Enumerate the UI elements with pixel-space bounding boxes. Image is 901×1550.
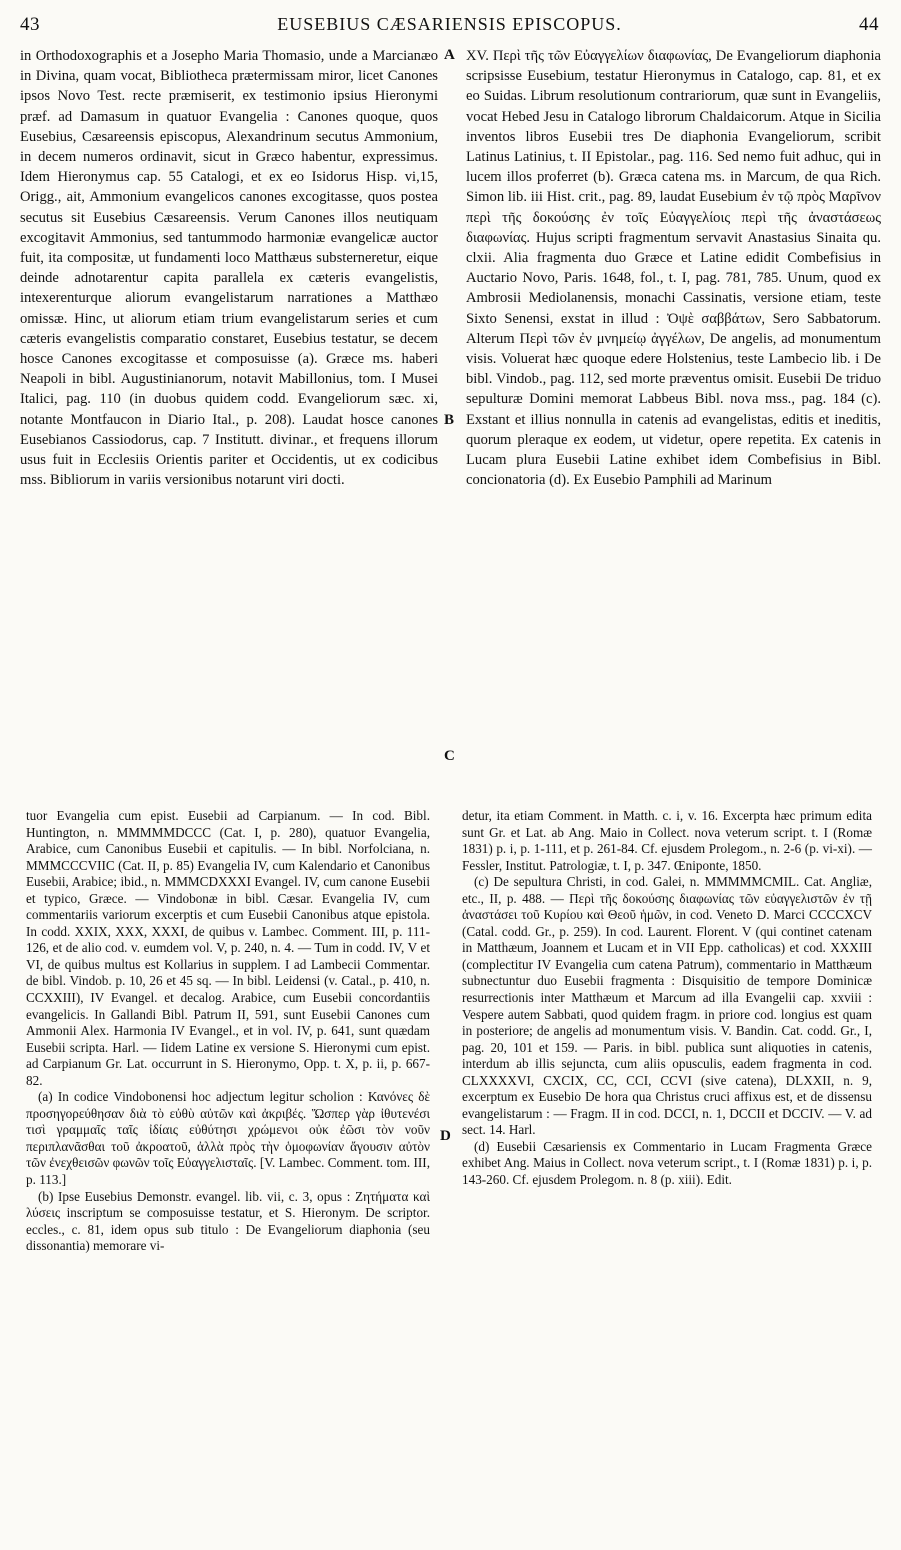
- upper-right-column: [466, 46, 881, 490]
- footnote-a: (a) In codice Vindobonensi hoc adjectum legitur scholion : Κανόνες δὲ προσηγορεύθησαν διὰ τὸ εὐθὺ αὐτῶν καὶ ἀκριβές. Ὥσπερ γὰρ ἰθυτενέσι τισὶ γραμμαῖς ταῖς ἰδίαις εὐθύτησι χρώμενοι οὐκ ἐῶσι τὸν νοῦν περιπλανᾶσθαι τοῦ ἀκροατοῦ, ἀλλὰ πρὸς τὴν ὁμοφωνίαν ἄγουσιν αὐτὸν τῶν ἐνεχθεισῶν φωνῶν τοῖς Εὐαγγελισταῖς. [V. Lambec. Comment. tom. III, p. 113.]: [26, 1089, 430, 1188]
- footnote-continuation: tuor Evangelia cum epist. Eusebii ad Carpianum. — In cod. Bibl. Huntington, n. MMMMMDCCC (Cat. I, p. 280), quatuor Evangelia, Arabice, cum Canonibus Eusebii et capitulis. — In bibl. Norfolciana, n. MMMCCCVIIC (Cat. II, p. 85) Evangelia IV, cum Kalendario et Canonibus Eusebii, Arabice; ibid., n. MMMCDXXXI Evangel. IV, cum canone Eusebii et typico, Græce. — Vindobonæ in bibl. Cæsar. Evangelia IV, cum commentariis variorum excerptis et cum Eusebii Canonibus atque epistola. In codd. XXIX, XXX, XXXI, de quibus v. Lambec. Comment. III, p. 111-126, et de alio cod. v. eumdem vol. V, p. 240, n. 4. — Tum in codd. IV, V et VI, de quibus multus est Kollarius in supplem. I ad Lambecii Commentar. de bibl. Vindob. p. 10, 26 et 45 sq. — In bibl. Leidensi (v. Catal., p. 410, n. CCXXIII), IV Evangel. et decalog. Arabice, cum Eusebii concordantiis evangelicis. In Gallandi Bibl. Patrum II, 591, sunt Eusebii Canones cum Ammonii Alex. Harmonia IV Evangel., et in vol. IV, p. 641, sunt quædam Eusebii scripta. Harl. — Iidem Latine ex versione S. Hieronymi cum epist. ad Carpianum Gr. Lat. occurrunt in S. Hieronymo, Opp. t. X, p. ii, p. 667-82.: [26, 808, 430, 1088]
- footnotes-left-column: [26, 808, 430, 1255]
- margin-marker-d: D: [440, 1128, 451, 1144]
- page-number-right: 44: [858, 14, 879, 35]
- margin-marker-b: B: [444, 412, 455, 428]
- margin-marker-a: A: [444, 47, 455, 63]
- upper-left-column: [20, 46, 438, 490]
- footnotes-right-column: [462, 808, 872, 1189]
- upper-right-paragraph: XV. Περὶ τῆς τῶν Εὐαγγελίων διαφωνίας, De Evangeliorum diaphonia scripsisse Eusebium, testatur Hieronymus in Catalogo, cap. 81, et ex eo Suidas. Librum resolutionum contrariorum, quæ sunt in Evangeliis, vocat Hebed Jesu in Catalogo librorum Chaldaicorum. Atque in Sicilia inventos libros Eusebii tres De diaphonia Evangeliorum, scribit Latinus Latinius, t. II Epistolar., pag. 116. Sed nemo fuit adhuc, qui in lucem illos proferret (b). Græca catena ms. in Marcum, de qua Rich. Simon lib. iii Hist. crit., pag. 89, laudat Eusebium ἐν τῷ πρὸς Μαρῖνον περὶ τῆς δοκούσης ἐν τοῖς Εὐαγγελίοις περὶ τῆς ἀναστάσεως διαφωνίας. Hujus scripti fragmentum servavit Anastasius Sinaita qu. clxii. Alia fragmenta duo Græce et Latine edidit Combefisius in Auctario Novo, Paris. 1648, fol., t. I, pag. 781, 785. Unum, quod ex Ambrosii Mediolanensis, monachi Cassinatis, versione etiam, teste Sixto Senensi, exstat in illud : Ὀψὲ σαββάτων, Sero Sabbatorum. Alterum Περὶ τῶν ἐν μνημείῳ ἀγγέλων, De angelis, ad monumentum visis. Voluerat hæc quoque edere Holstenius, teste Lambecio lib. i De bibl. Vindob., pag. 112, sed morte præventus omisit. Eusebii De triduo sepulturæ Domini memorat Labbeus Bibl. nova mss., pag. 184 (c). Exstant et illius nonnulla in catenis ad evangelistas, editis et ineditis, quorum pleraque ex eodem, ut videtur, opere repetita. Ex catenis in Lucam plura Eusebii Latine exhibet idem Combefisius in Bibl. concionatoria (d). Ex Eusebio Pamphili ad Marinum: [466, 48, 881, 489]
- page-header: [20, 14, 879, 42]
- footnote-d: (d) Eusebii Cæsariensis ex Commentario in Lucam Fragmenta Græce exhibet Ang. Maius in Collect. nova veterum script., t. I (Romæ 1831) p. i, p. 143-260. Cf. ejusdem Prolegom. n. 8 (p. xiii). Edit.: [462, 1138, 872, 1188]
- page-number-left: 43: [20, 14, 40, 35]
- footnote-b-continuation: detur, ita etiam Comment. in Matth. c. i, v. 16. Excerpta hæc primum edita sunt Gr. et Lat. ab Ang. Maio in Collect. nova veterum script. t. I (Romæ 1831) p. i, p. 1-111, et p. 261-84. Cf. ejusdem Prolegom., n. 2-6 (p. vi-xi). — Fessler, Institut. Patrologiæ, t. I, p. 347. Œniponte, 1850.: [462, 808, 872, 873]
- footnote-c: (c) De sepultura Christi, in cod. Galei, n. MMMMMCMIL. Cat. Angliæ, etc., II, p. 488. — Περὶ τῆς δοκούσης διαφωνίας τῶν εὐαγγελιστῶν ἐν τῇ ἀναστάσει τοῦ Κυρίου καὶ Θεοῦ ἡμῶν, in cod. Veneto D. Marci CCCCXCV (Catal. codd. Gr., p. 259). In cod. Laurent. Florent. V (qui continet catenam in Matthæum, Joannem et Lucam et in VII Epp. catholicas) et cod. XXXIII (complectitur IV Evangelia cum catena Patrum), commentario in Matthæum subnectuntur duo Eusebii fragmenta : Disquisitio de tempore Dominicæ resurrectionis inter Matthæum et Marcum ad illa Evangelii cap. xxviii : Vespere autem Sabbati, quod quidem fragm. in priore cod. longius est quam in posteriore; de angelis ad monumentum visis. V. Bandin. Cat. codd. Gr., I, pag. 20, 101 et 159. — Paris. in bibl. publica sunt aliquoties in catenis, interdum ab illis sejuncta, cum aliis opusculis, eadem fragmenta in cod. CLXXXXVI, CXCIX, CC, CCI, CCVI (sive catena), DLXXII, n. 9, excerptum ex Eusebio De hora qua Christus cruci affixus est, et de dissensu evangelistarum : — Fragm. II in cod. DCCI, n. 1, DCCII et DCCIV. — V. ad sect. 14. Harl.: [462, 874, 872, 1138]
- running-title: EUSEBIUS CÆSARIENSIS EPISCOPUS.: [277, 14, 622, 34]
- upper-left-paragraph: in Orthodoxographis et a Josepho Maria Thomasio, unde a Marcianæo in Divina, quam vocat, Bibliotheca prætermissam miror, licet Canones ipsos Novo Test. recte præmiserit, ex testimonio ipsius Hieronymi præf. ad Damasum in quatuor Evangelia : Canones quoque, quos Eusebius, Cæsareensis episcopus, Alexandrinum secutus Ammonium, in decem numeros ordinavit, sicut in Græco habentur, expressimus. Idem Hieronymus cap. 55 Catalogi, et ex eo Isidorus Hisp. vi,15, Origg., ait, Ammonium evangelicos canones excogitasse, quos postea secutus sit Eusebius Cæsareensis. Verum Canones illos neutiquam excogitavit Ammonius, sed tantummodo harmoniæ evangelicæ auctor fuit, ita compositæ, ut fundamenti loco Matthæus substerneretur, eique deinde adnotarentur capita parallela ex cæteris evangelistis, intexerenturque aliorum evangelistarum narrationes a Matthæo omissæ. Hinc, ut aliorum etiam trium evangelistarum series et cum cæteris evangelistis comparatio constaret, Eusebius testatur, se decem hosce Canones excogitasse et composuisse (a). Græce ms. haberi Neapoli in bibl. Augustinianorum, notavit Mabillonius, tom. I Musei Italici, pag. 110 (in duobus quidem codd. Evangeliorum sæc. xi, notante Montfaucon in Diario Ital., p. 208). Laudat hosce canones Eusebianos Cassiodorus, cap. 7 Institutt. divinar., et frequens illorum usus fuit in Ecclesiis Orientis pariter et Occidentis, ut ex codicibus mss. Bibliorum in variis versionibus notarunt viri docti.: [20, 48, 438, 489]
- footnote-b: (b) Ipse Eusebius Demonstr. evangel. lib. vii, c. 3, opus : Ζητήματα καὶ λύσεις inscriptum se composuisse testatur, et S. Hieronym. De scriptor. eccles., c. 81, idem opus sub titulo : De Evangeliorum diaphonia (seu dissonantia) memorare vi-: [26, 1188, 430, 1254]
- margin-marker-c: C: [444, 748, 455, 764]
